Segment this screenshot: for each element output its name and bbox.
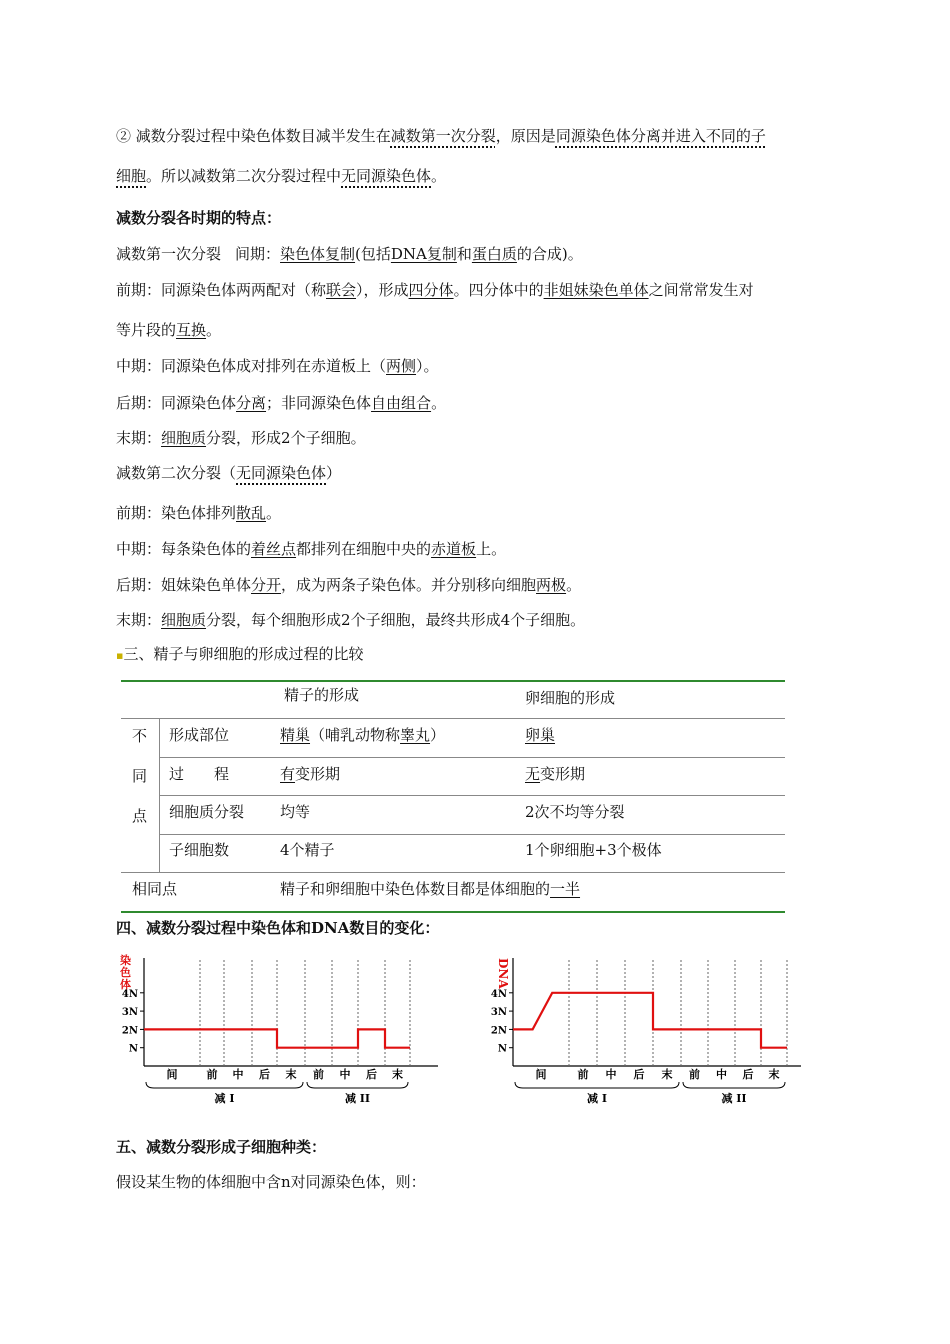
- row-sperm: 精巢（哺乳动物称睾丸）: [280, 726, 446, 744]
- y-tick-label: 2N: [121, 1025, 138, 1037]
- row-sperm: 4个精子: [280, 841, 335, 859]
- heading-features: 减数分裂各时期的特点：: [116, 209, 282, 227]
- meiosis2-metaphase: 中期：每条染色体的着丝点都排列在细胞中央的赤道板上。: [116, 540, 507, 558]
- stage-label: 后: [633, 1068, 645, 1081]
- meiosis1-prophase: 前期：同源染色体两两配对（称联会），形成四分体。四分体中的非姐妹染色单体之间常常发生对: [116, 281, 754, 299]
- stage-label: 末: [661, 1068, 673, 1081]
- meiosis2-prophase: 前期：染色体排列散乱。: [116, 504, 282, 522]
- stage-label: 中: [716, 1068, 727, 1081]
- table-rule-bottom: [121, 911, 785, 913]
- dna-chart: [485, 948, 805, 1108]
- stage-label: 间: [166, 1068, 178, 1081]
- row-sperm: 有变形期: [280, 765, 341, 783]
- diff-label-2: 同: [132, 767, 148, 785]
- meiosis1-anaphase: 后期：同源染色体分离；非同源染色体自由组合。: [116, 394, 447, 412]
- section4-title: 四、减数分裂过程中染色体和DNA数目的变化：: [116, 919, 440, 937]
- dotted-emphasis: 无同源染色体: [341, 167, 432, 185]
- meiosis1-prophase-cont: 等片段的互换。: [116, 321, 222, 339]
- stage-label: 末: [392, 1068, 403, 1081]
- group-bracket: [146, 1082, 303, 1088]
- row-sperm: 均等: [280, 803, 311, 821]
- table-rule: [159, 834, 785, 835]
- group-bracket: [683, 1082, 785, 1088]
- stage-label: 中: [605, 1068, 617, 1081]
- row-egg: 卵巢: [525, 726, 556, 744]
- dotted-emphasis: 减数第一次分裂: [390, 127, 496, 145]
- meiosis2-intro: 减数第二次分裂（无同源染色体）: [116, 464, 342, 482]
- diff-label-1: 不: [132, 727, 148, 745]
- diff-label-3: 点: [132, 807, 148, 825]
- dotted-emphasis: 同源染色体分离并进入不同的子: [555, 127, 766, 145]
- paragraph-2-line1: ② 减数分裂过程中染色体数目减半发生在减数第一次分裂，原因是同源染色体分离并进入不同的子: [116, 127, 766, 145]
- meiosis1-interphase: 减数第一次分裂 间期：染色体复制(包括DNA复制和蛋白质的合成)。: [116, 245, 583, 263]
- edit-mark-icon: ▪: [116, 649, 124, 662]
- table-divider: [159, 718, 160, 872]
- y-axis-label: DNA: [496, 958, 510, 989]
- stage-label: 前: [577, 1068, 589, 1081]
- table-rule: [121, 872, 785, 873]
- section3-title: ▪三、精子与卵细胞的形成过程的比较: [116, 645, 364, 663]
- meiosis2-telophase: 末期：细胞质分裂，每个细胞形成2个子细胞，最终共形成4个子细胞。: [116, 611, 586, 629]
- stage-label: 前: [206, 1068, 218, 1081]
- row-egg: 2次不均等分裂: [525, 803, 625, 821]
- y-tick-label: N: [497, 1043, 507, 1055]
- meiosis2-anaphase: 后期：姐妹染色单体分开，成为两条子染色体。并分别移向细胞两极。: [116, 576, 582, 594]
- meiosis1-metaphase: 中期：同源染色体成对排列在赤道板上（两侧）。: [116, 357, 439, 375]
- y-axis-label-char: 色: [120, 966, 131, 979]
- row-egg: 无变形期: [525, 765, 586, 783]
- stage-label: 间: [535, 1068, 547, 1081]
- same-label: 相同点: [132, 880, 178, 898]
- table-rule: [159, 795, 785, 796]
- row-label: 细胞质分裂: [169, 803, 245, 821]
- section5-text: 假设某生物的体细胞中含n对同源染色体，则：: [116, 1173, 426, 1191]
- header-egg: 卵细胞的形成: [525, 689, 616, 707]
- table-rule: [159, 757, 785, 758]
- paragraph-2-line2: 细胞。所以减数第二次分裂过程中无同源染色体。: [116, 167, 447, 185]
- group-bracket: [307, 1082, 408, 1088]
- group-bracket: [515, 1082, 679, 1088]
- header-sperm: 精子的形成: [284, 686, 360, 704]
- group-label: 减 II: [344, 1092, 371, 1105]
- stage-label: 前: [689, 1068, 700, 1081]
- same-text: 精子和卵细胞中染色体数目都是体细胞的一半: [280, 880, 581, 898]
- group-label: 减 I: [587, 1092, 607, 1105]
- y-axis-label-char: 染: [120, 954, 131, 967]
- row-egg: 1个卵细胞+3个极体: [525, 841, 662, 859]
- row-label: 子细胞数: [169, 841, 230, 859]
- data-line: [513, 993, 787, 1048]
- y-tick-label: 4N: [121, 988, 138, 1000]
- meiosis1-telophase: 末期：细胞质分裂，形成2个子细胞。: [116, 429, 366, 447]
- data-line: [144, 1029, 410, 1047]
- stage-label: 前: [313, 1068, 324, 1081]
- section5-title: 五、减数分裂形成子细胞种类：: [116, 1138, 327, 1156]
- group-label: 减 I: [214, 1092, 235, 1105]
- dotted-emphasis: 细胞: [116, 167, 147, 185]
- y-tick-label: 3N: [490, 1007, 507, 1019]
- table-rule-top: [121, 680, 785, 682]
- stage-label: 后: [366, 1068, 377, 1081]
- stage-label: 后: [259, 1068, 270, 1081]
- y-tick-label: 4N: [490, 988, 507, 1000]
- stage-label: 中: [339, 1068, 351, 1081]
- y-axis-label-char: 体: [120, 978, 131, 991]
- chromosome-chart: [112, 948, 442, 1108]
- y-tick-label: 2N: [490, 1025, 507, 1037]
- stage-label: 末: [768, 1068, 780, 1081]
- dotted-emphasis: 无同源染色体: [236, 464, 327, 482]
- y-tick-label: 3N: [121, 1007, 138, 1019]
- stage-label: 后: [742, 1068, 754, 1081]
- row-label: 过 程: [169, 765, 230, 783]
- stage-label: 末: [285, 1068, 297, 1081]
- row-label: 形成部位: [169, 726, 230, 744]
- stage-label: 中: [232, 1068, 244, 1081]
- group-label: 减 II: [721, 1092, 747, 1105]
- y-tick-label: N: [128, 1043, 138, 1055]
- table-rule: [121, 718, 785, 719]
